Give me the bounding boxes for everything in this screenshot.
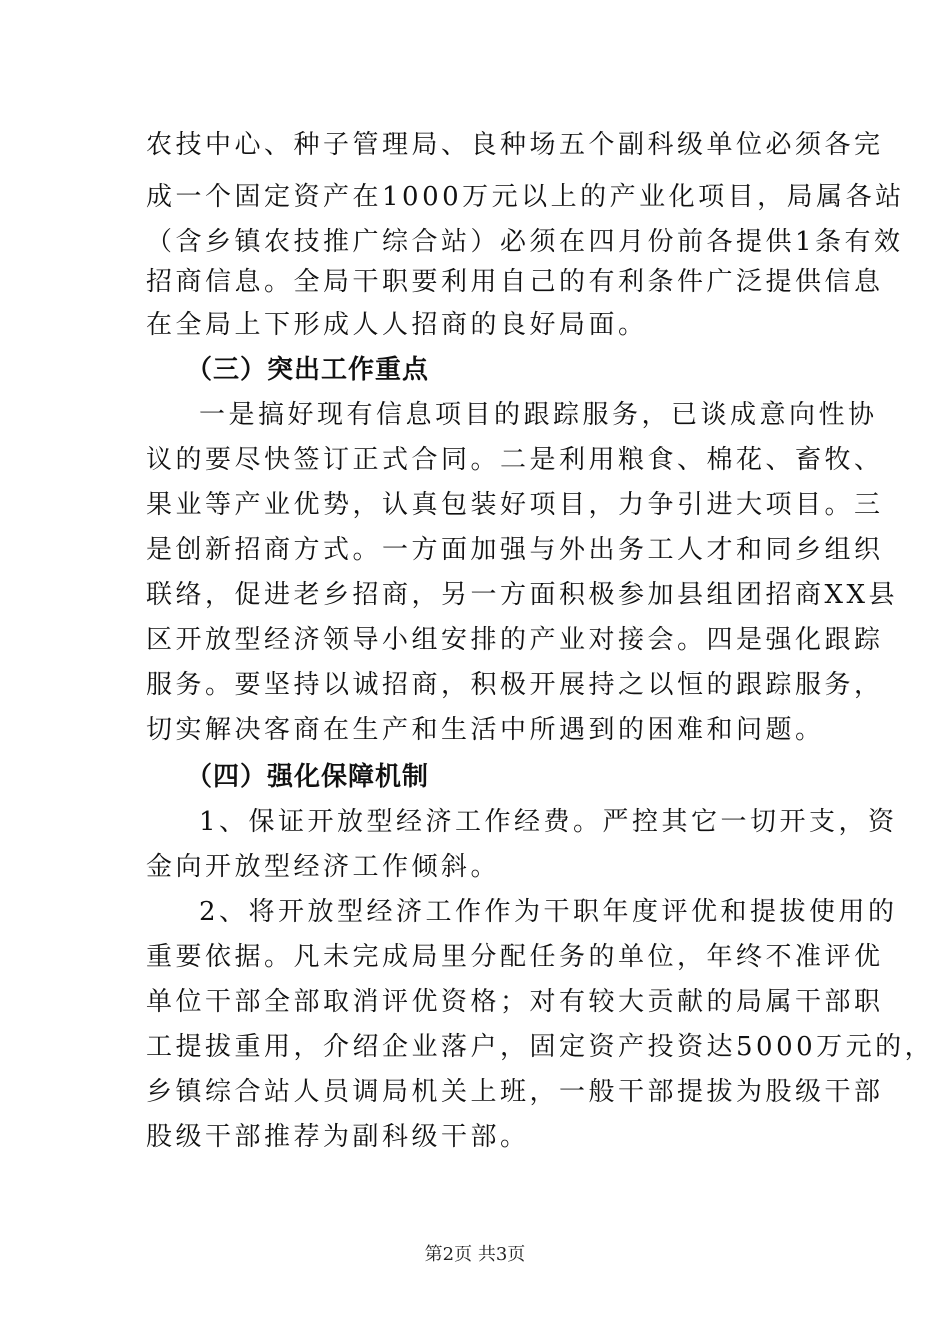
section-heading-4: （四）强化保障机制 <box>186 762 430 792</box>
body-text-line: 成一个固定资产在1000万元以上的产业化项目，局属各站 <box>146 182 905 212</box>
page-number-footer: 第2页 共3页 <box>424 1244 526 1265</box>
body-text-line: 议的要尽快签订正式合同。二是利用粮食、棉花、畜牧、 <box>146 445 884 475</box>
body-text-line: 切实解决客商在生产和生活中所遇到的困难和问题。 <box>146 715 825 745</box>
body-text-line: 1、保证开放型经济工作经费。严控其它一切开支，资 <box>199 807 898 837</box>
body-text-line: 服务。要坚持以诚招商，积极开展持之以恒的跟踪服务， <box>146 670 884 700</box>
body-text-line: 2、将开放型经济工作作为干职年度评优和提拔使用的 <box>199 897 898 927</box>
body-text-line: 股级干部推荐为副科级干部。 <box>146 1122 530 1152</box>
body-text-line: 工提拔重用，介绍企业落户，固定资产投资达5000万元的， <box>146 1032 935 1062</box>
section-heading-3: （三）突出工作重点 <box>186 355 430 385</box>
body-text-line: 金向开放型经济工作倾斜。 <box>146 852 501 882</box>
body-text-line: 乡镇综合站人员调局机关上班，一般干部提拔为股级干部 <box>146 1077 884 1107</box>
body-text-line: 一是搞好现有信息项目的跟踪服务，已谈成意向性协 <box>199 400 878 430</box>
body-text-line: 在全局上下形成人人招商的良好局面。 <box>146 310 648 340</box>
body-text-line: 果业等产业优势，认真包装好项目，力争引进大项目。三 <box>146 490 884 520</box>
body-text-line: 是创新招商方式。一方面加强与外出务工人才和同乡组织 <box>146 535 884 565</box>
body-text-line: 重要依据。凡未完成局里分配任务的单位，年终不准评优 <box>146 942 884 972</box>
body-text-line: 联络，促进老乡招商，另一方面积极参加县组团招商XX县 <box>146 580 899 610</box>
body-text-line: 区开放型经济领导小组安排的产业对接会。四是强化跟踪 <box>146 625 884 655</box>
body-text-line: 单位干部全部取消评优资格；对有较大贡献的局属干部职 <box>146 987 884 1017</box>
body-text-line: 招商信息。全局干职要利用自己的有利条件广泛提供信息 <box>146 267 884 297</box>
body-text-line: 农技中心、种子管理局、良种场五个副科级单位必须各完 <box>146 130 884 160</box>
body-text-line: （含乡镇农技推广综合站）必须在四月份前各提供1条有效 <box>146 227 904 257</box>
